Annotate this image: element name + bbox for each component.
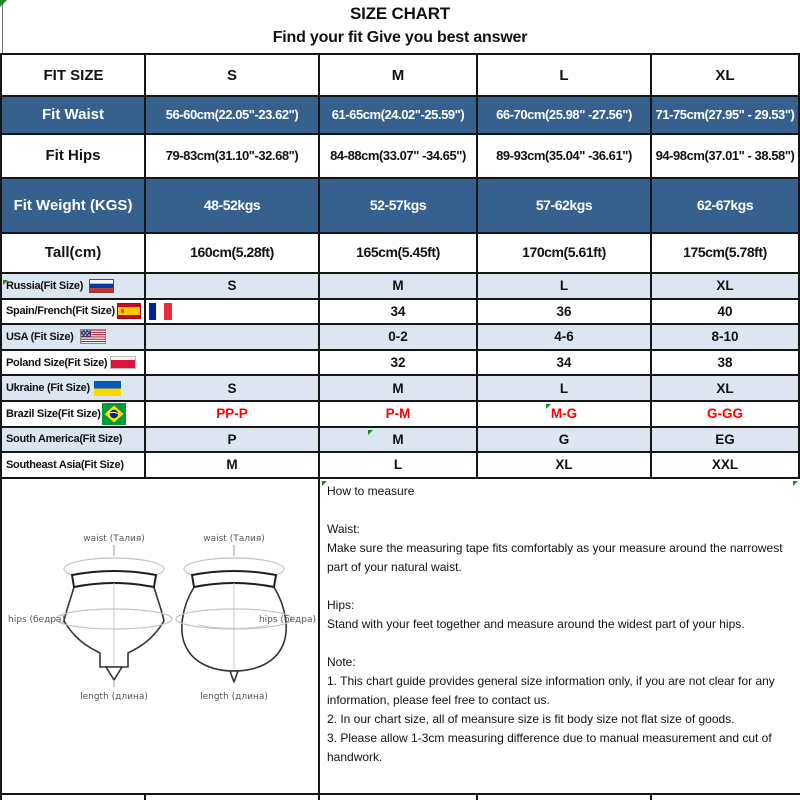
size-table	[0, 53, 800, 479]
sheet-left-edge	[2, 0, 3, 53]
header-col-l: L	[478, 55, 652, 97]
row-label-text: Spain/French(Fit Size)	[6, 305, 115, 318]
cell-southeast-asia-s: M	[146, 453, 320, 479]
waist-text: Make sure the measuring tape fits comfortably as your measure around the narrowest part of your natural waist.	[327, 541, 783, 574]
hips-text: Stand with your feet together and measure around the widest part of your hips.	[327, 617, 745, 631]
poland-flag-icon	[110, 356, 136, 369]
cell-south-america-s: P	[146, 428, 320, 454]
row-label-fit-weight: Fit Weight (KGS)	[2, 179, 146, 234]
row-label-poland	[2, 351, 146, 377]
row-label-text: Ukraine (Fit Size)	[6, 382, 90, 395]
row-label-usa	[2, 325, 146, 351]
cell-hips-l: 89-93cm(35.04" -36.61")	[478, 135, 652, 179]
front-view-drawing	[8, 534, 172, 702]
cell-usa-s	[146, 325, 320, 351]
cell-poland-xl: 38	[652, 351, 800, 377]
diagram-length-label-back: length (длина)	[200, 692, 268, 702]
back-view-drawing	[176, 534, 316, 702]
diagram-hips-label-front: hips (бедра)	[8, 615, 66, 625]
russia-flag-icon	[89, 279, 114, 293]
row-label-south-america	[2, 428, 146, 454]
header-col-s: S	[146, 55, 320, 97]
row-label-text: South America(Fit Size)	[6, 433, 123, 446]
cell-south-america-l: G	[478, 428, 652, 454]
diagram-length-label-front: length (длина)	[80, 692, 148, 702]
cell-corner-marker	[368, 430, 373, 435]
cell-spain-s	[146, 300, 320, 326]
cell-corner-marker	[322, 481, 327, 486]
cell-ukraine-l: L	[478, 376, 652, 402]
cell-ukraine-s: S	[146, 376, 320, 402]
france-flag-icon	[149, 303, 172, 320]
grid-stub	[144, 795, 146, 800]
row-label-spain-french	[2, 300, 146, 326]
cell-waist-l: 66-70cm(25.98" -27.56")	[478, 97, 652, 135]
cell-spain-l: 36	[478, 300, 652, 326]
note-label: Note:	[327, 655, 356, 669]
spain-flag-icon	[117, 303, 141, 319]
page-title: SIZE CHART	[349, 4, 450, 23]
cell-weight-m: 52-57kgs	[320, 179, 478, 234]
cell-poland-s	[146, 351, 320, 377]
header-col-xl: XL	[652, 55, 800, 97]
cell-hips-m: 84-88cm(33.07" -34.65")	[320, 135, 478, 179]
row-label-brazil	[2, 402, 146, 428]
waist-label: Waist:	[327, 522, 360, 536]
cell-brazil-m: P-M	[320, 402, 478, 428]
row-label-russia	[2, 274, 146, 300]
cell-weight-s: 48-52kgs	[146, 179, 320, 234]
hips-label: Hips:	[327, 598, 355, 612]
note-3: 3. Please allow 1-3cm measuring difference due to manual measurement and cut of handwork.	[327, 731, 772, 764]
page-subtitle: Find your fit Give you best answer	[272, 29, 528, 46]
cell-brazil-l: M-G	[478, 402, 652, 428]
bottom-section	[0, 479, 800, 795]
cell-south-america-xl: EG	[652, 428, 800, 454]
cell-southeast-asia-m: L	[320, 453, 478, 479]
title-block	[0, 0, 800, 53]
cell-russia-s: S	[146, 274, 320, 300]
cell-corner-marker	[0, 0, 7, 7]
panties-measure-diagram	[2, 479, 318, 791]
cell-ukraine-xl: XL	[652, 376, 800, 402]
cell-southeast-asia-l: XL	[478, 453, 652, 479]
row-label-ukraine	[2, 376, 146, 402]
cell-ukraine-m: M	[320, 376, 478, 402]
cell-waist-xl: 71-75cm(27.95" - 29.53")	[652, 97, 800, 135]
brazil-flag-icon	[102, 403, 126, 425]
guide-heading: How to measure	[327, 484, 415, 498]
cell-waist-s: 56-60cm(22.05"-23.62")	[146, 97, 320, 135]
cell-brazil-xl: G-GG	[652, 402, 800, 428]
cell-poland-m: 32	[320, 351, 478, 377]
cell-spain-m: 34	[320, 300, 478, 326]
diagram-waist-label-back: waist (Талия)	[203, 534, 265, 544]
cell-poland-l: 34	[478, 351, 652, 377]
cell-corner-marker	[546, 404, 551, 409]
grid-stub	[318, 795, 320, 800]
cell-spain-xl: 40	[652, 300, 800, 326]
cell-weight-l: 57-62kgs	[478, 179, 652, 234]
cell-usa-xl: 8-10	[652, 325, 800, 351]
grid-stub	[476, 795, 478, 800]
cell-brazil-s: PP-P	[146, 402, 320, 428]
cell-usa-l: 4-6	[478, 325, 652, 351]
cell-corner-marker	[793, 481, 798, 486]
cell-tall-m: 165cm(5.45ft)	[320, 234, 478, 274]
diagram-waist-label-front: waist (Талия)	[83, 534, 145, 544]
cell-russia-m: M	[320, 274, 478, 300]
cell-tall-xl: 175cm(5.78ft)	[652, 234, 800, 274]
cell-hips-xl: 94-98cm(37.01" - 38.58")	[652, 135, 800, 179]
row-label-text: Poland Size(Fit Size)	[6, 356, 108, 369]
header-fit-size: FIT SIZE	[2, 55, 146, 97]
row-label-text: Southeast Asia(Fit Size)	[6, 458, 124, 471]
cell-waist-m: 61-65cm(24.02"-25.59")	[320, 97, 478, 135]
how-to-measure-cell	[320, 479, 800, 793]
row-label-tall: Tall(cm)	[2, 234, 146, 274]
grid-stub	[650, 795, 652, 800]
measurement-diagram-cell	[0, 479, 320, 793]
grid-stub	[0, 795, 2, 800]
row-label-text: Russia(Fit Size)	[6, 279, 84, 292]
row-label-text: Brazil Size(Fit Size)	[6, 407, 101, 420]
cell-tall-s: 160cm(5.28ft)	[146, 234, 320, 274]
row-label-southeast-asia	[2, 453, 146, 479]
row-label-fit-waist: Fit Waist	[2, 97, 146, 135]
diagram-hips-label-back: hips (бедра)	[258, 615, 316, 625]
cell-corner-marker	[3, 280, 8, 285]
cell-weight-xl: 62-67kgs	[652, 179, 800, 234]
usa-flag-icon	[80, 329, 106, 344]
row-label-fit-hips: Fit Hips	[2, 135, 146, 179]
cell-southeast-asia-xl: XXL	[652, 453, 800, 479]
cell-tall-l: 170cm(5.61ft)	[478, 234, 652, 274]
cell-south-america-m: M	[320, 428, 478, 454]
ukraine-flag-icon	[94, 381, 121, 396]
header-col-m: M	[320, 55, 478, 97]
cell-russia-l: L	[478, 274, 652, 300]
note-2: 2. In our chart size, all of meansure size is fit body size not flat size of goods.	[327, 712, 735, 726]
cell-usa-m: 0-2	[320, 325, 478, 351]
cell-russia-xl: XL	[652, 274, 800, 300]
cell-hips-s: 79-83cm(31.10"-32.68")	[146, 135, 320, 179]
note-1: 1. This chart guide provides general size information only, if you are not clear for any information, please feel free to contact us.	[327, 674, 775, 707]
row-label-text: USA (Fit Size)	[6, 330, 74, 343]
